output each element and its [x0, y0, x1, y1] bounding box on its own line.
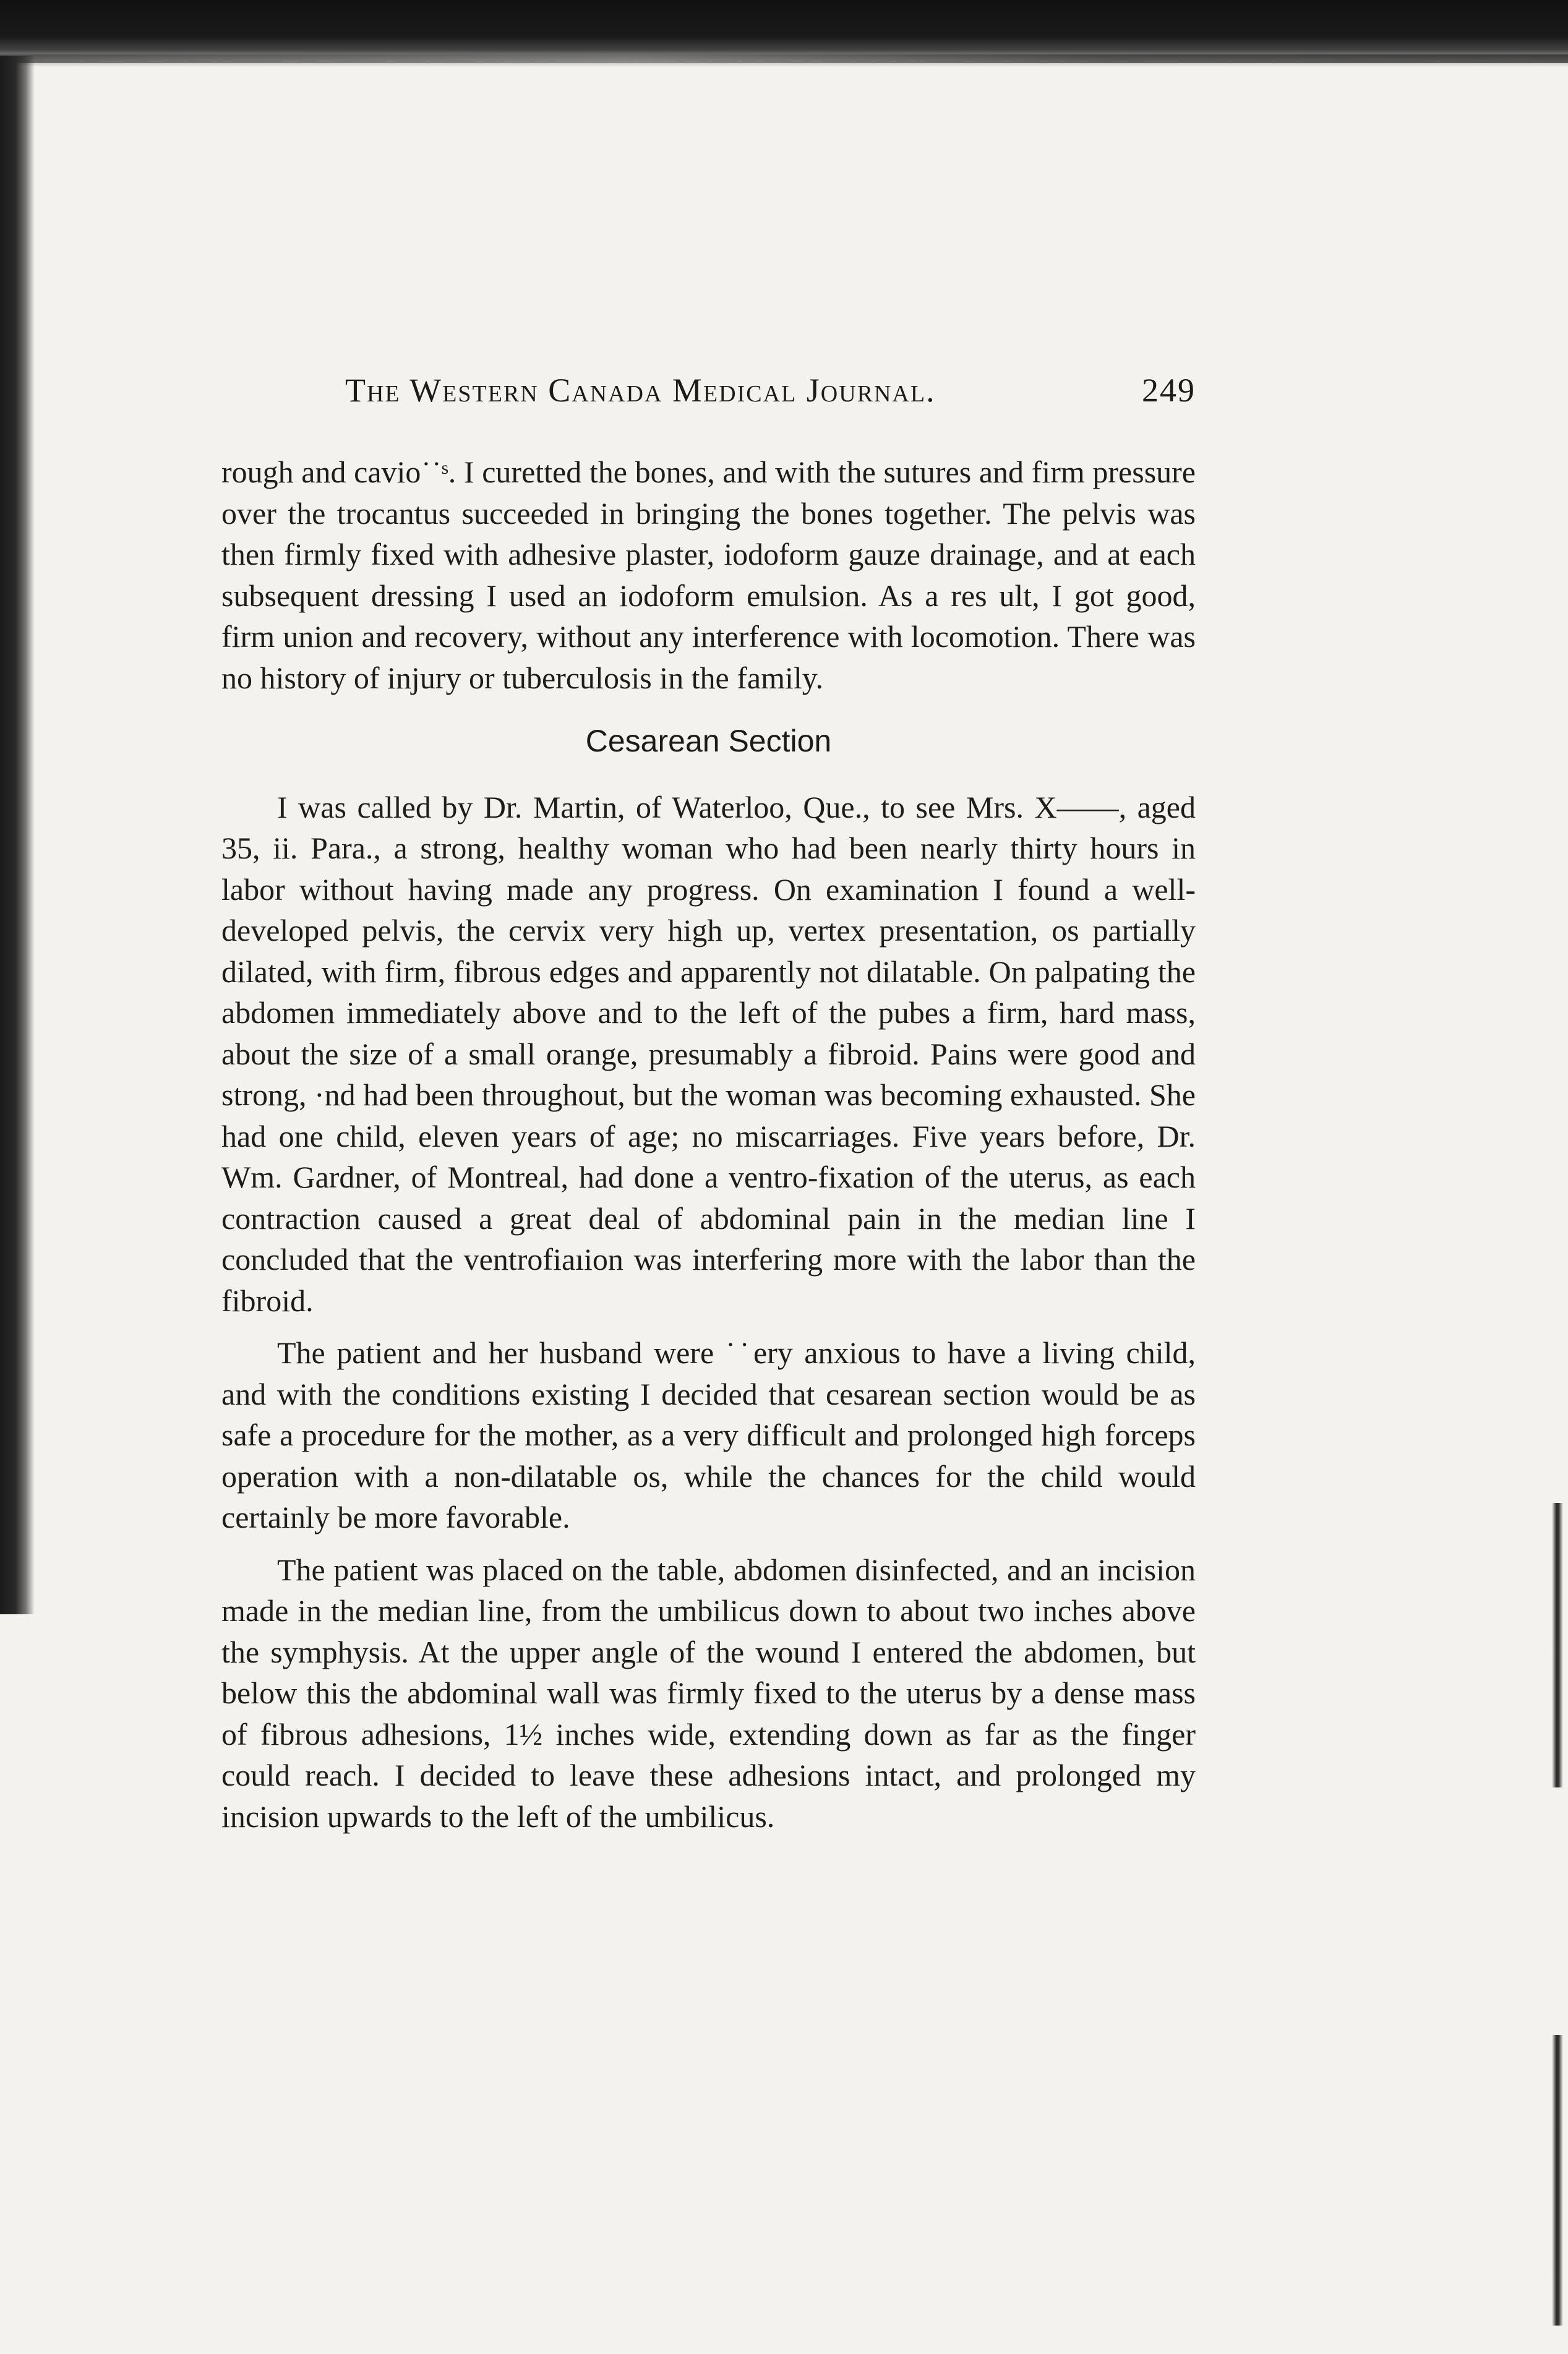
paragraph-operation: The patient was placed on the table, abdomen disinfected, and an incision made in the median line, from the umbilicus down to about two inches above the symphysis. At the upper angle of the wound I entered the abdomen, but below this the abdominal wall was firmly fixed to the uterus by a dense mass of fibrous adhesions, 1½ inches wide, extending down as far as the finger could reach. I decided to leave these adhesions intact, and prolonged my incision upwards to the left of the umbilicus. — [221, 1552, 1196, 1834]
scan-left-edge — [0, 56, 35, 1614]
scan-right-mark-upper — [1552, 1503, 1563, 1787]
paragraph-continued: rough and cavio˙˙ˢ. I curetted the bones, and with the sutures and firm pressure over the trocantus succeeded in bringing the bones together. The pelvis was then firmly fixed with adhesive plaster, iodoform gauze drainage, and at each subsequent dressing I used an iodoform emulsion. As a res ult, I got good, firm union and recovery, without any interference with locomotion. There was no history of injury or tuberculosis in the family. — [221, 455, 1196, 695]
scan-top-edge — [0, 0, 1568, 67]
section-heading: Cesarean Section — [585, 724, 832, 758]
journal-title: The Western Canada Medical Journal. — [345, 372, 936, 409]
article-body — [221, 452, 1196, 1837]
page-number: 249 — [1142, 372, 1196, 409]
paragraph-decision: The patient and her husband were ˙˙ery anxious to have a living child, and with the conditions existing I decided that cesarean section would be as safe a procedure for the mother, as a very difficult and prolonged high forceps operation with a non-dilatable os, while the chances for the child would certainly be more favorable. — [221, 1335, 1196, 1534]
scan-right-mark-lower — [1552, 2035, 1563, 2326]
running-head — [221, 371, 1196, 421]
journal-page — [221, 371, 1196, 1837]
paragraph-case-history: I was called by Dr. Martin, of Waterloo, Que., to see Mrs. X——, aged 35, ii. Para., a strong, healthy woman who had been nearly thirty hours in labor without having made any progress. On examination I found a well-developed pelvis, the cervix very high up, vertex presentation, os partially dilated, with firm, fibrous edges and apparently not dilatable. On palpating the abdomen immediately above and to the left of the pubes a firm, hard mass, about the size of a small orange, presumably a fibroid. Pains were good and strong, ·nd had been throughout, but the woman was becoming exhausted. She had one child, eleven years of age; no miscarriages. Five years before, Dr. Wm. Gardner, of Montreal, had done a ventro-fixation of the uterus, as each contraction caused a great deal of abdominal pain in the median line I concluded that the ventrofiaıion was interfering more with the labor than the fibroid. — [221, 789, 1196, 1318]
